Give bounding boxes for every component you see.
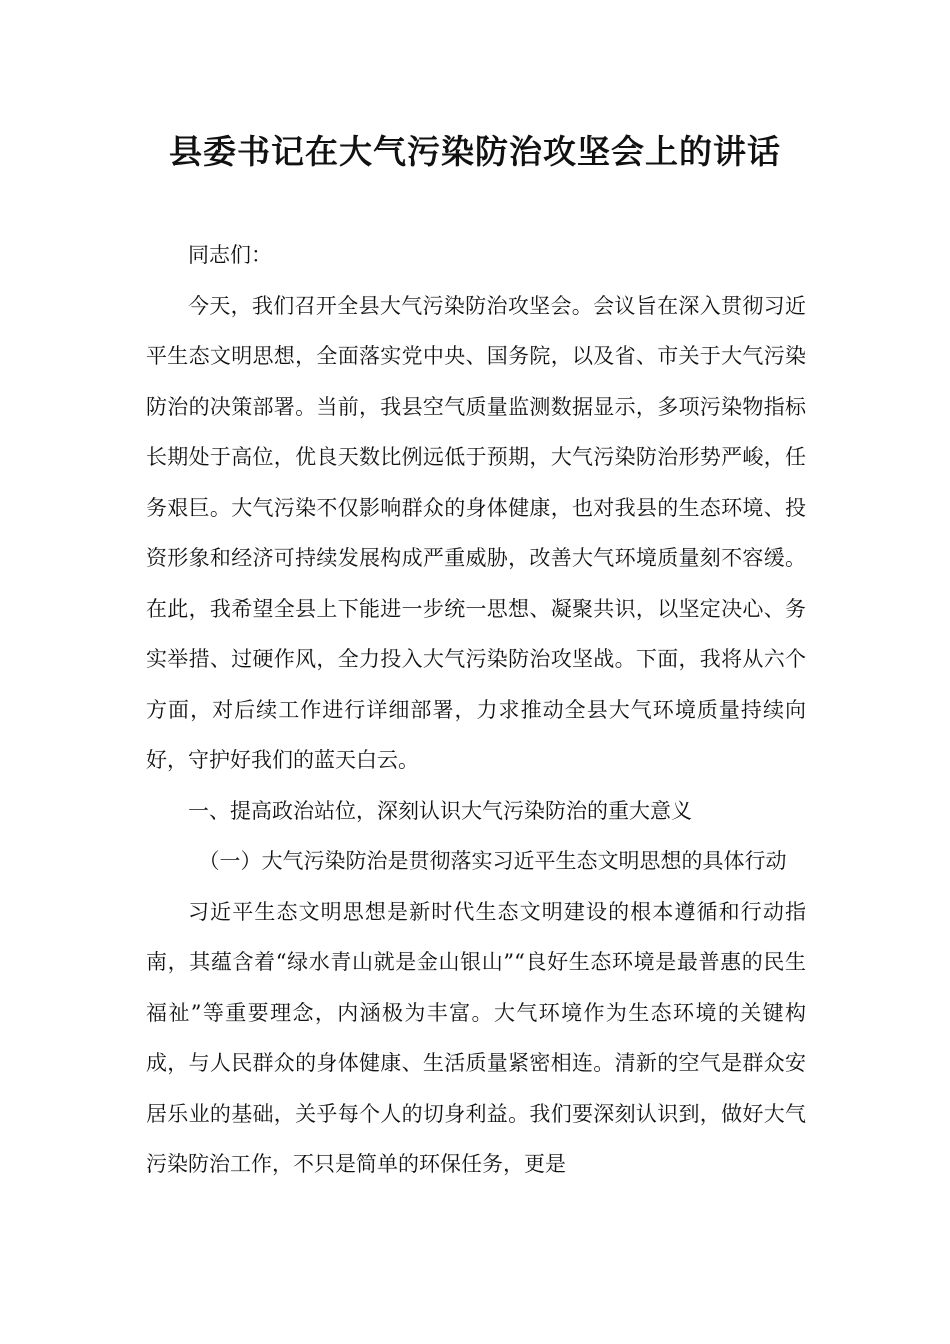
subsection-heading: （一）大气污染防治是贯彻落实习近平生态文明思想的具体行动	[198, 849, 787, 873]
document-title: 县委书记在大气污染防治攻坚会上的讲话	[169, 132, 781, 171]
body-paragraph: 习近平生态文明思想是新时代生态文明建设的根本遵循和行动指南，其蕴含着“绿水青山就是金山银山”“良好生态环境是最普惠的民生福祉”等重要理念，内涵极为丰富。大气环境作为生态环境的关键构成，与人民群众的身体健康、生活质量紧密相连。清新的空气是群众安居乐业的基础，关乎每个人的切身利益。我们要深刻认识到，做好大气污染防治工作，不只是简单的环保任务，更是	[146, 899, 806, 1176]
intro-paragraph: 今天，我们召开全县大气污染防治攻坚会。会议旨在深入贯彻习近平生态文明思想，全面落实党中央、国务院，以及省、市关于大气污染防治的决策部署。当前，我县空气质量监测数据显示，多项污染物指标长期处于高位，优良天数比例远低于预期，大气污染防治形势严峻，任务艰巨。大气污染不仅影响群众的身体健康，也对我县的生态环境、投资形象和经济可持续发展构成严重威胁，改善大气环境质量刻不容缓。在此，我希望全县上下能进一步统一思想、凝聚共识，以坚定决心、务实举措、过硬作风，全力投入大气污染防治攻坚战。下面，我将从六个方面，对后续工作进行详细部署，力求推动全县大气环境质量持续向好，守护好我们的蓝天白云。	[146, 293, 806, 772]
salutation: 同志们：	[188, 243, 272, 267]
document-body	[146, 230, 806, 1190]
section-heading: 一、提高政治站位，深刻认识大气污染防治的重大意义	[188, 798, 692, 823]
